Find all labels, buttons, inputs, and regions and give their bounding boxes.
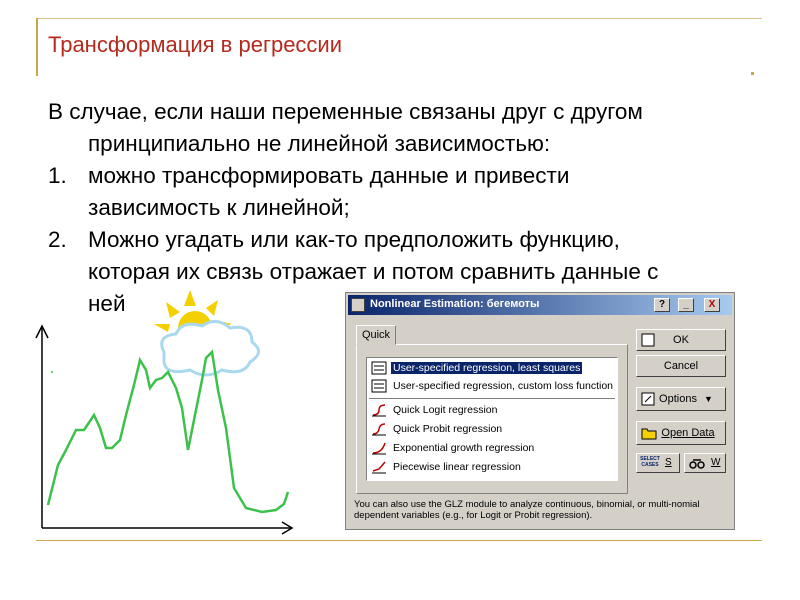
- dialog-footnote: You can also use the GLZ module to analyze continuous, binomial, or multi-nomial dependent variables (e.g., for Logit or Probit regression).: [354, 499, 700, 521]
- decor-dot: [751, 72, 754, 75]
- title-accent-bar: [36, 18, 38, 76]
- app-icon: [351, 298, 365, 312]
- list-item-label: Exponential growth regression: [393, 442, 535, 454]
- dialog-title: Nonlinear Estimation: бегемоты: [370, 298, 540, 310]
- minimize-button[interactable]: _: [678, 298, 694, 312]
- nonlinear-estimation-dialog: [345, 292, 735, 530]
- cloud-icon: [162, 321, 259, 375]
- probit-curve-icon: [371, 422, 387, 436]
- ok-button[interactable]: [636, 329, 726, 351]
- list-item[interactable]: [369, 360, 615, 377]
- exponential-curve-icon: [371, 441, 387, 455]
- weights-button[interactable]: [684, 453, 726, 473]
- piecewise-linear-icon: [371, 460, 387, 474]
- help-button[interactable]: ?: [654, 298, 670, 312]
- weights-icon: [689, 457, 705, 470]
- user-regression-icon: [371, 379, 387, 393]
- sketch-illustration: [30, 280, 310, 540]
- list-number: 2.: [48, 227, 67, 252]
- list-item[interactable]: [369, 459, 615, 476]
- slide-title: Трансформация в регрессии: [48, 32, 343, 57]
- bottom-rule: [36, 540, 762, 541]
- list-item-label: Quick Logit regression: [393, 404, 498, 416]
- open-data-button[interactable]: [636, 421, 726, 445]
- user-regression-icon: [371, 361, 387, 375]
- top-rule: [36, 18, 762, 19]
- chevron-down-icon: ▼: [704, 394, 713, 404]
- list-item-label: User-specified regression, custom loss function: [393, 380, 614, 392]
- list-number: 1.: [48, 163, 67, 188]
- logit-curve-icon: [371, 403, 387, 417]
- list-item[interactable]: [369, 378, 615, 395]
- select-cases-button[interactable]: [636, 453, 680, 473]
- s-label: S: [665, 457, 672, 468]
- options-icon: [641, 392, 655, 406]
- list-item[interactable]: [369, 402, 615, 419]
- select-cases-label: SELECT CASES: [640, 456, 660, 468]
- close-button[interactable]: X: [704, 298, 720, 312]
- options-button[interactable]: [636, 387, 726, 411]
- dialog-titlebar[interactable]: [348, 295, 732, 315]
- intro-paragraph: [48, 96, 768, 160]
- options-label: Options: [659, 393, 697, 405]
- data-curve: [48, 352, 288, 512]
- cancel-button[interactable]: Cancel: [636, 355, 726, 377]
- list-separator: [369, 398, 615, 399]
- ok-icon: [641, 333, 655, 347]
- list-item-line-2: зависимость к линейной;: [88, 195, 350, 220]
- open-data-label: Open Data: [661, 427, 715, 439]
- method-list[interactable]: [366, 357, 618, 481]
- tab-quick[interactable]: Quick: [356, 325, 396, 345]
- list-item[interactable]: [369, 440, 615, 457]
- list-item-label: Piecewise linear regression: [393, 461, 521, 473]
- list-item-line-1: Можно угадать или как-то предположить функцию,: [88, 227, 620, 252]
- list-item: [48, 160, 768, 224]
- list-item[interactable]: [369, 421, 615, 438]
- list-item-line-1: можно трансформировать данные и привести: [88, 163, 570, 188]
- list-item-label: Quick Probit regression: [393, 423, 503, 435]
- w-label: W: [711, 457, 721, 468]
- list-item-line-2: которая их связь отражает и потом сравнить данные с: [88, 259, 659, 284]
- intro-line-2: принципиально не линейной зависимостью:: [88, 131, 551, 156]
- list-item-label: User-specified regression, least squares: [393, 362, 581, 374]
- stray-dot: [51, 371, 53, 373]
- intro-line-1: В случае, если наши переменные связаны друг с другом: [48, 99, 643, 124]
- ok-label: OK: [673, 334, 689, 346]
- folder-icon: [641, 426, 657, 440]
- list-item-line-3: ней: [88, 291, 126, 316]
